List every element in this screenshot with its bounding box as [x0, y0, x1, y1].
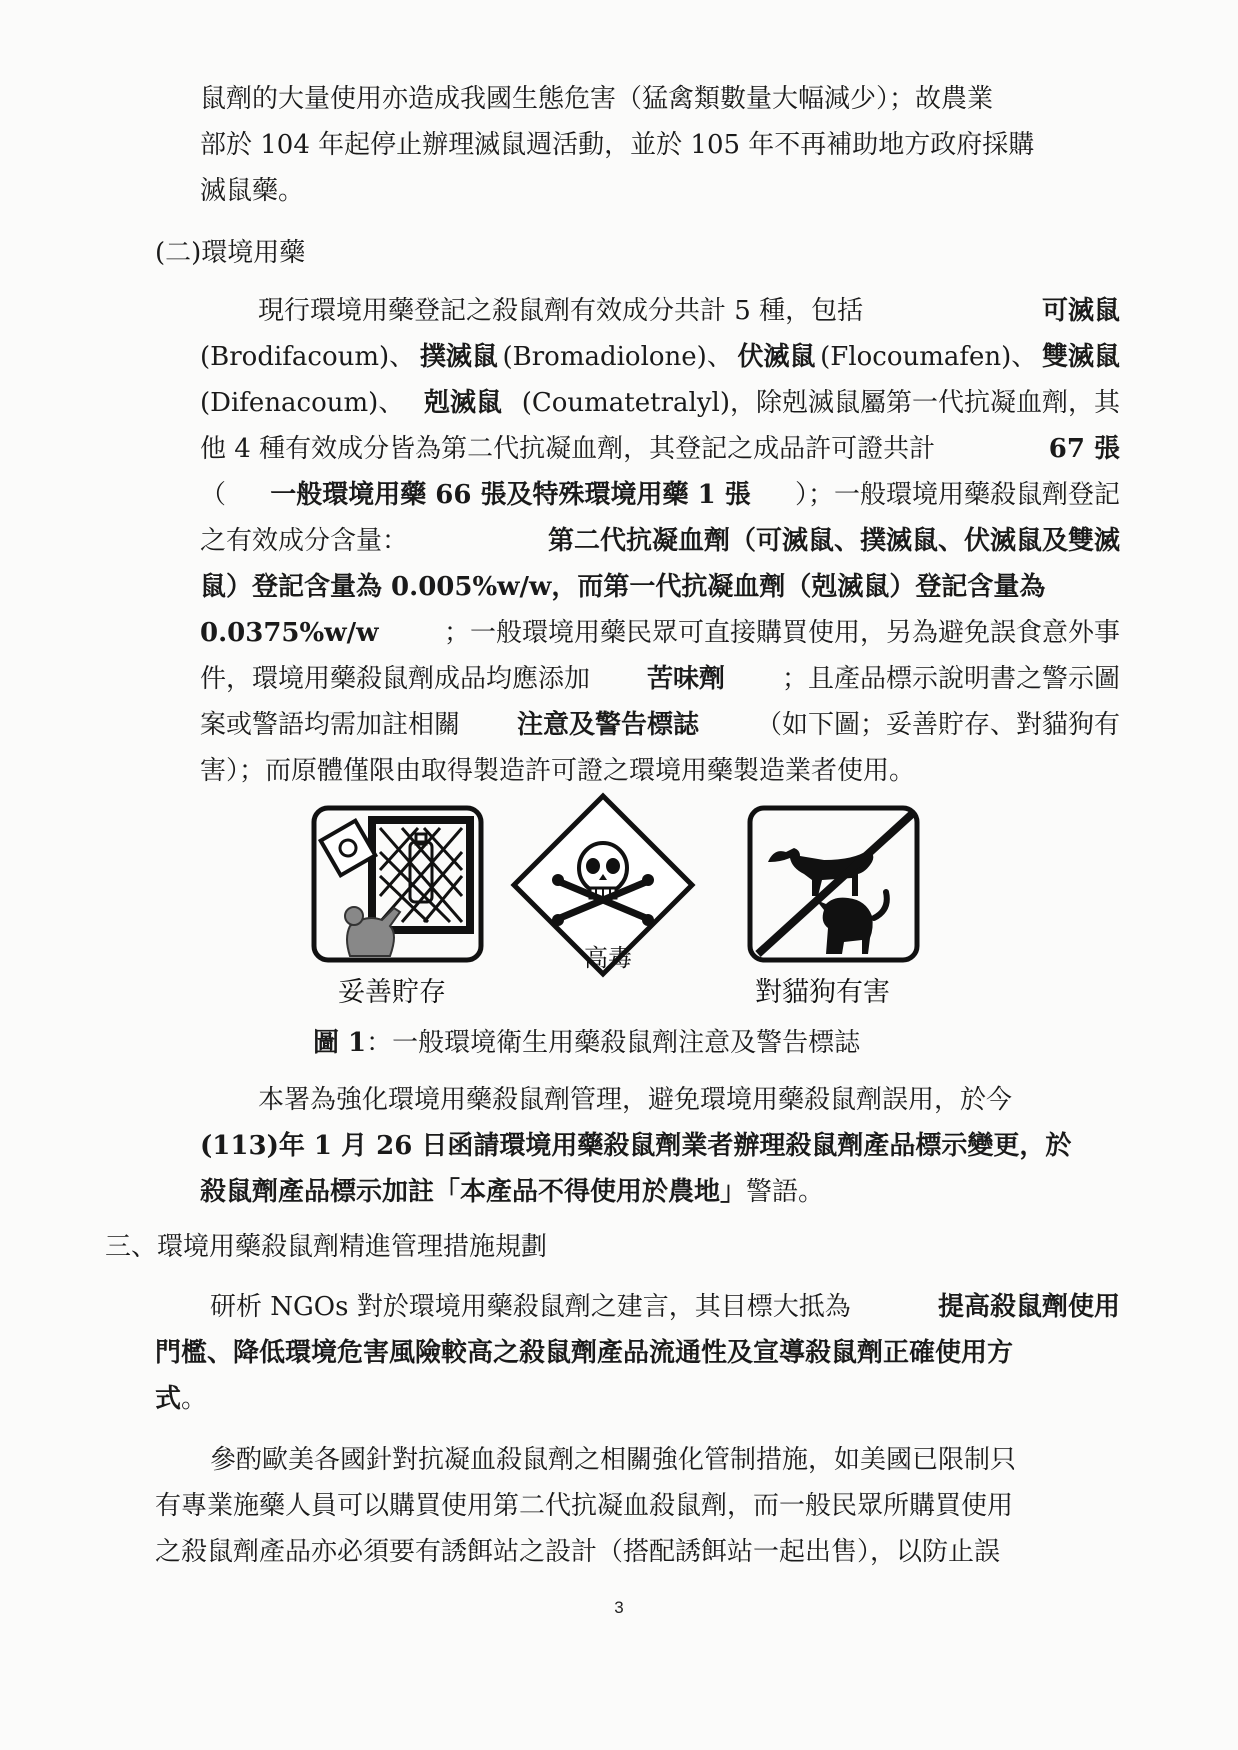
- harmful-to-pets-icon: [746, 804, 921, 964]
- text-line: (113)年 1 月 26 日函請環境用藥殺鼠劑業者辦理殺鼠劑產品標示變更，於: [200, 1131, 1072, 1161]
- text-line: (Difenacoum)、 剋滅鼠 (Coumatetralyl)，除剋滅鼠屬第一代抗凝血劑，其: [200, 388, 1120, 418]
- text-line: 他 4 種有效成分皆為第二代抗凝血劑，其登記之成品許可證共計 67 張: [200, 434, 1120, 464]
- text-line: (Brodifacoum)、 撲滅鼠 (Bromadiolone)、 伏滅鼠 (Flocoumafen)、 雙滅鼠: [200, 342, 1120, 372]
- text-line: 門檻、降低環境危害風險較高之殺鼠劑產品流通性及宣導殺鼠劑正確使用方: [155, 1338, 1014, 1368]
- text-line: 參酌歐美各國針對抗凝血殺鼠劑之相關強化管制措施，如美國已限制只: [210, 1445, 1017, 1475]
- text-line: 害）；而原體僅限由取得製造許可證之環境用藥製造業者使用。: [200, 756, 916, 786]
- text-line: 研析 NGOs 對於環境用藥殺鼠劑之建言，其目標大抵為 提高殺鼠劑使用: [210, 1292, 1120, 1322]
- toxic-label: 高毒: [584, 944, 632, 972]
- text-line: 鼠）登記含量為 0.005%w/w，而第一代抗凝血劑（剋滅鼠）登記含量為: [200, 572, 1046, 602]
- warning-signs-figure: [300, 800, 930, 1008]
- text-line: 之有效成分含量： 第二代抗凝血劑（可滅鼠、撲滅鼠、伏滅鼠及雙滅: [200, 526, 1120, 556]
- figure-caption: 圖 1：一般環境衛生用藥殺鼠劑注意及警告標誌: [313, 1028, 861, 1058]
- text-line: 有專業施藥人員可以購買使用第二代抗凝血殺鼠劑，而一般民眾所購買使用: [155, 1491, 1014, 1521]
- text-line: 案或警語均需加註相關 注意及警告標誌 （如下圖；妥善貯存、對貓狗有: [200, 710, 1120, 740]
- text-line: 式。: [155, 1384, 208, 1414]
- section-heading: (二)環境用藥: [155, 238, 306, 268]
- safe-storage-label: 妥善貯存: [338, 977, 446, 1008]
- text-line: 本署為強化環境用藥殺鼠劑管理，避免環境用藥殺鼠劑誤用，於今: [258, 1085, 1013, 1115]
- text-line: 0.0375%w/w ；一般環境用藥民眾可直接購買使用，另為避免誤食意外事: [200, 618, 1120, 648]
- text-line: 現行環境用藥登記之殺鼠劑有效成分共計 5 種，包括 可滅鼠: [258, 296, 1120, 326]
- section-heading: 三、環境用藥殺鼠劑精進管理措施規劃: [105, 1232, 548, 1262]
- text-line: 之殺鼠劑產品亦必須要有誘餌站之設計（搭配誘餌站一起出售），以防止誤: [155, 1537, 1001, 1567]
- text-line: 殺鼠劑產品標示加註「本產品不得使用於農地」警語。: [200, 1177, 825, 1207]
- safe-storage-icon: [310, 804, 485, 964]
- text-line: （ 一般環境用藥 66 張及特殊環境用藥 1 張 ）；一般環境用藥殺鼠劑登記: [200, 480, 1120, 510]
- text-line: 部於 104 年起停止辦理滅鼠週活動，並於 105 年不再補助地方政府採購: [200, 130, 1035, 160]
- text-line: 滅鼠藥。: [200, 176, 305, 206]
- text-line: 鼠劑的大量使用亦造成我國生態危害（猛禽類數量大幅減少）；故農業: [200, 84, 994, 114]
- text-line: 件，環境用藥殺鼠劑成品均應添加 苦味劑 ；且產品標示說明書之警示圖: [200, 664, 1120, 694]
- harmful-to-pets-label: 對貓狗有害: [755, 977, 890, 1008]
- page-number: 3: [614, 1598, 624, 1617]
